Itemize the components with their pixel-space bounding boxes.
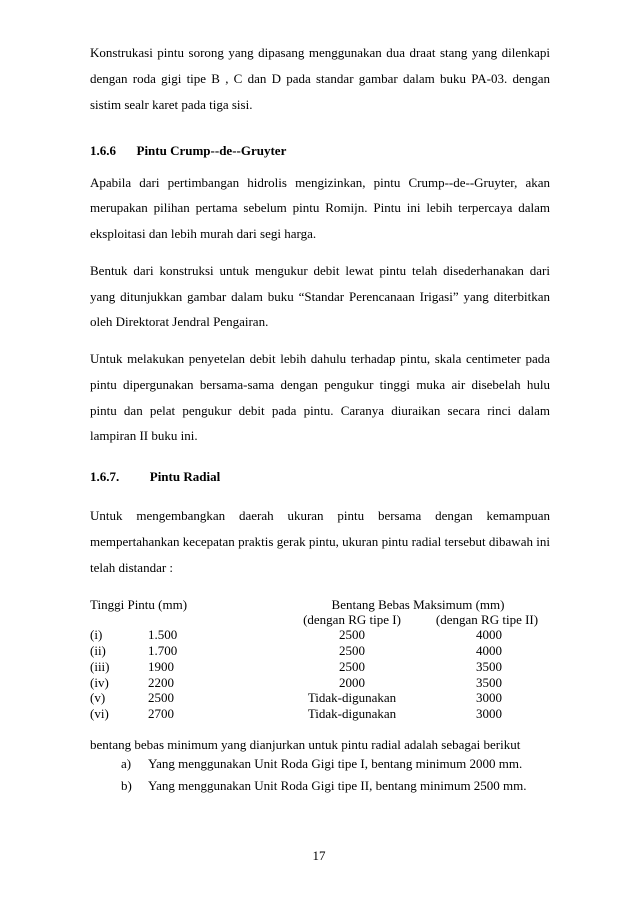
table-subheader-rg2: (dengan RG tipe II) bbox=[435, 612, 539, 627]
row-index: (vi) bbox=[90, 706, 109, 721]
text-line: lampiran II buku ini. bbox=[90, 428, 198, 443]
text-line: eksploitasi dan lebih murah dari segi harga. bbox=[90, 226, 317, 241]
text-line: Apabila dari pertimbangan hidrolis mengizinkan, pintu Crump--de--Gruyter, akan bbox=[90, 175, 550, 190]
text-line: oleh Direktorat Jendral Pengairan. bbox=[90, 314, 269, 329]
table-header-tinggi: Tinggi Pintu (mm) bbox=[90, 597, 188, 612]
table-subheader-rg1: (dengan RG tipe I) bbox=[303, 612, 401, 627]
row-rg2: 3000 bbox=[476, 706, 502, 721]
row-rg2: 4000 bbox=[476, 643, 502, 658]
text-line: yang ditunjukkan gambar dalam buku “Standar Perencanaan Irigasi” yang diterbitkan bbox=[90, 289, 550, 304]
section-heading-166 bbox=[90, 143, 286, 159]
text-line: dengan roda gigi tipe B , C dan D pada standar gambar dalam buku PA-03. dengan bbox=[90, 71, 550, 86]
text-line: mempertahankan kecepatan praktis gerak pintu, ukuran pintu radial tersebut dibawah ini bbox=[90, 534, 550, 549]
section-number: 1.6.6 bbox=[90, 143, 116, 158]
row-rg2: 4000 bbox=[476, 627, 502, 642]
row-rg1: 2500 bbox=[339, 659, 365, 674]
row-tinggi: 2500 bbox=[148, 690, 174, 705]
text-line: pintu dan pelat pengukur debit pada pintu. Caranya diuraikan secara rinci dalam bbox=[90, 403, 550, 418]
row-index: (ii) bbox=[90, 643, 106, 658]
list-marker: a) bbox=[121, 756, 132, 771]
table-header-bentang: Bentang Bebas Maksimum (mm) bbox=[331, 597, 505, 612]
text-line: Untuk melakukan penyetelan debit lebih dahulu terhadap pintu, skala centimeter pada bbox=[90, 351, 550, 366]
row-rg2: 3500 bbox=[476, 659, 502, 674]
row-index: (i) bbox=[90, 627, 103, 642]
row-tinggi: 2200 bbox=[148, 675, 174, 690]
row-rg1: 2500 bbox=[339, 627, 365, 642]
row-index: (iv) bbox=[90, 675, 109, 690]
page-number: 17 bbox=[312, 848, 326, 863]
section-title: Pintu Crump--de--Gruyter bbox=[136, 143, 287, 158]
list-text: Yang menggunakan Unit Roda Gigi tipe I, bentang minimum 2000 mm. bbox=[148, 756, 523, 771]
row-tinggi: 1.500 bbox=[148, 627, 178, 642]
text-line: pintu dipergunakan bersama-sama dengan pengukur tinggi muka air disebelah hulu bbox=[90, 377, 550, 392]
row-rg1: Tidak-digunakan bbox=[307, 706, 397, 721]
row-rg2: 3500 bbox=[476, 675, 502, 690]
row-tinggi: 2700 bbox=[148, 706, 174, 721]
text-line: bentang bebas minimum yang dianjurkan untuk pintu radial adalah sebagai berikut bbox=[90, 737, 521, 752]
text-line: merupakan pilihan pertama sebelum pintu Romijn. Pintu ini lebih terpercaya dalam bbox=[90, 200, 550, 215]
section-number: 1.6.7. bbox=[90, 469, 120, 484]
row-index: (iii) bbox=[90, 659, 110, 674]
row-index: (v) bbox=[90, 690, 106, 705]
row-rg2: 3000 bbox=[476, 690, 502, 705]
list-marker: b) bbox=[121, 778, 132, 793]
section-heading-167 bbox=[90, 469, 220, 485]
text-line: Konstrukasi pintu sorong yang dipasang menggunakan dua draat stang yang dilenkapi bbox=[90, 45, 550, 60]
row-tinggi: 1.700 bbox=[148, 643, 178, 658]
row-rg1: 2500 bbox=[339, 643, 365, 658]
list-text: Yang menggunakan Unit Roda Gigi tipe II, bentang minimum 2500 mm. bbox=[148, 778, 527, 793]
text-line: Bentuk dari konstruksi untuk mengukur debit lewat pintu telah disederhanakan dari bbox=[90, 263, 550, 278]
row-tinggi: 1900 bbox=[148, 659, 174, 674]
section-title: Pintu Radial bbox=[149, 469, 221, 484]
text-line: sistim sealr karet pada tiga sisi. bbox=[90, 97, 253, 112]
row-rg1: 2000 bbox=[339, 675, 365, 690]
text-line: Untuk mengembangkan daerah ukuran pintu bersama dengan kemampuan bbox=[90, 508, 550, 523]
row-rg1: Tidak-digunakan bbox=[307, 690, 397, 705]
text-line: telah distandar : bbox=[90, 560, 174, 575]
